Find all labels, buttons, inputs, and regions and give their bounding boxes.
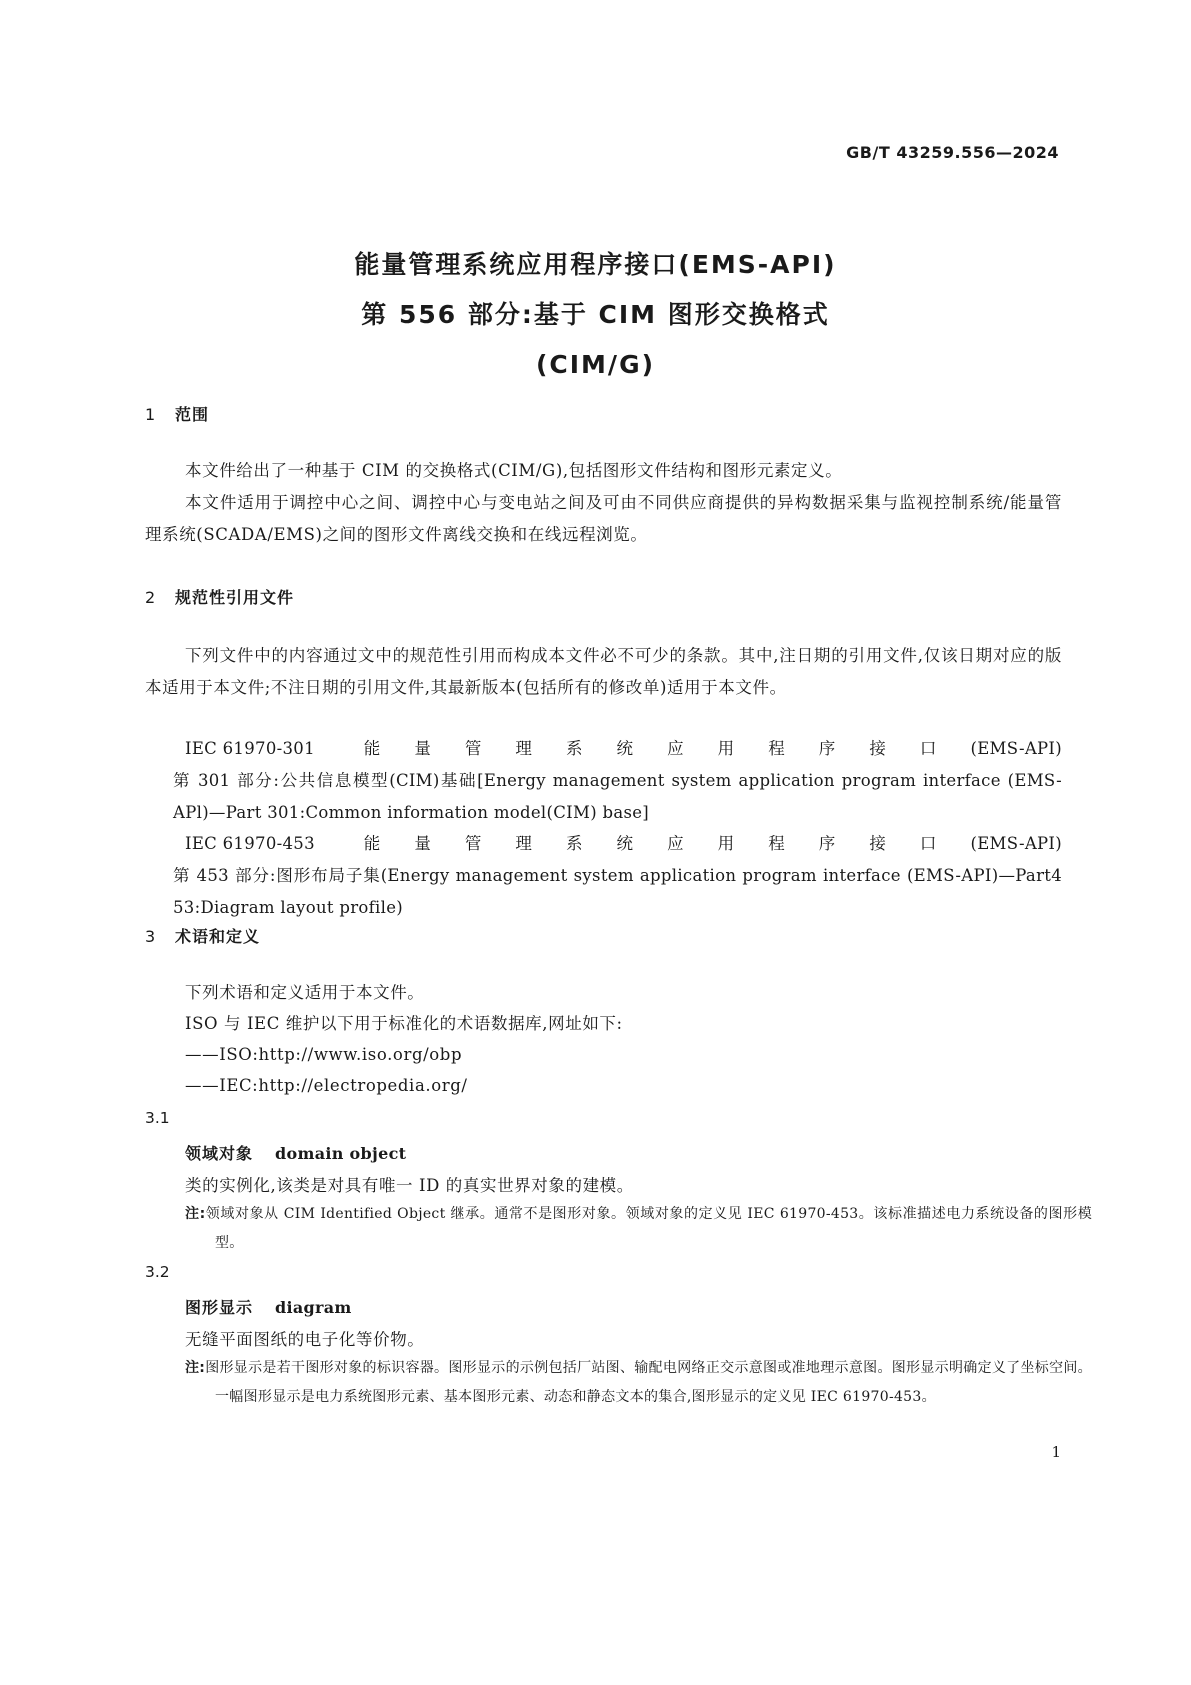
section-2-title: 规范性引用文件 (175, 588, 295, 607)
standard-code: GB/T 43259.556—2024 (846, 143, 1059, 162)
section-1-title: 范围 (175, 405, 210, 424)
section-2-heading (145, 585, 294, 608)
clause-number: 3.2 (145, 1263, 170, 1281)
reference-part: 第 453 部分:图形布局子集(Energy management system application program interface (EMS-API)—Part4 53:Diagram layout profile) (173, 866, 1062, 917)
term-note (185, 1200, 1092, 1258)
iec-link[interactable]: ——IEC:http://electropedia.org/ (185, 1076, 468, 1095)
term-heading (185, 1295, 352, 1318)
term-definition: 无缝平面图纸的电子化等价物。 (185, 1330, 425, 1349)
note-label: 注: (185, 1360, 206, 1376)
reference-title: 能量管理系统应用程序接口(EMS-API) (330, 834, 1062, 853)
title-line-2: 第 556 部分:基于 CIM 图形交换格式 (361, 300, 830, 329)
reference-part: 第 301 部分:公共信息模型(CIM)基础[Energy management system application program interface (EMS-APl)—Part 301:Common information model(CIM) base] (173, 771, 1062, 822)
section-1-number: 1 (145, 405, 157, 424)
section-1-paragraph-1: 本文件给出了一种基于 CIM 的交换格式(CIM/G),包括图形文件结构和图形元素定义。 (185, 461, 843, 480)
section-2-number: 2 (145, 588, 157, 607)
iso-link[interactable]: ——ISO:http://www.iso.org/obp (185, 1045, 463, 1064)
section-1-paragraph-2: 本文件适用于调控中心之间、调控中心与变电站之间及可由不同供应商提供的异构数据采集与监视控制系统/能量管理系统(SCADA/EMS)之间的图形文件离线交换和在线远程浏览。 (145, 493, 1062, 544)
section-3-heading (145, 924, 260, 947)
section-3-intro-2: ISO 与 IEC 维护以下用于标准化的术语数据库,网址如下: (185, 1014, 623, 1033)
term-definition: 类的实例化,该类是对具有唯一 ID 的真实世界对象的建模。 (185, 1176, 634, 1195)
term-english: diagram (275, 1298, 352, 1317)
term-chinese: 图形显示 (185, 1298, 254, 1317)
note-text: 领域对象从 CIM Identified Object 继承。通常不是图形对象。领域对象的定义见 IEC 61970-453。该标准描述电力系统设备的图形模型。 (205, 1206, 1092, 1251)
reference-item (145, 733, 1062, 829)
reference-code: IEC 61970-301 (185, 739, 315, 758)
section-3-number: 3 (145, 927, 157, 946)
note-text: 图形显示是若干图形对象的标识容器。图形显示的示例包括厂站图、输配电网络正交示意图或准地理示意图。图形显示明确定义了坐标空间。一幅图形显示是电力系统图形元素、基本图形元素、动态和静态文本的集合,图形显示的定义见 IEC 61970-453。 (205, 1360, 1092, 1405)
section-2-intro: 下列文件中的内容通过文中的规范性引用而构成本文件必不可少的条款。其中,注日期的引用文件,仅该日期对应的版本适用于本文件;不注日期的引用文件,其最新版本(包括所有的修改单)适用于本文件。 (145, 646, 1062, 697)
term-note (185, 1354, 1092, 1412)
section-3-intro-1: 下列术语和定义适用于本文件。 (185, 983, 425, 1002)
section-3-title: 术语和定义 (175, 927, 261, 946)
term-english: domain object (275, 1144, 407, 1163)
note-label: 注: (185, 1206, 206, 1222)
term-heading (185, 1141, 406, 1164)
reference-title: 能量管理系统应用程序接口(EMS-API) (330, 739, 1062, 758)
reference-item (145, 828, 1062, 924)
document-title (0, 240, 1191, 390)
title-line-1: 能量管理系统应用程序接口(EMS-API) (354, 250, 837, 279)
title-line-3: (CIM/G) (535, 350, 656, 379)
section-1-heading (145, 402, 209, 425)
page-number: 1 (1051, 1443, 1061, 1461)
clause-number: 3.1 (145, 1109, 170, 1127)
term-chinese: 领域对象 (185, 1144, 254, 1163)
reference-code: IEC 61970-453 (185, 834, 315, 853)
